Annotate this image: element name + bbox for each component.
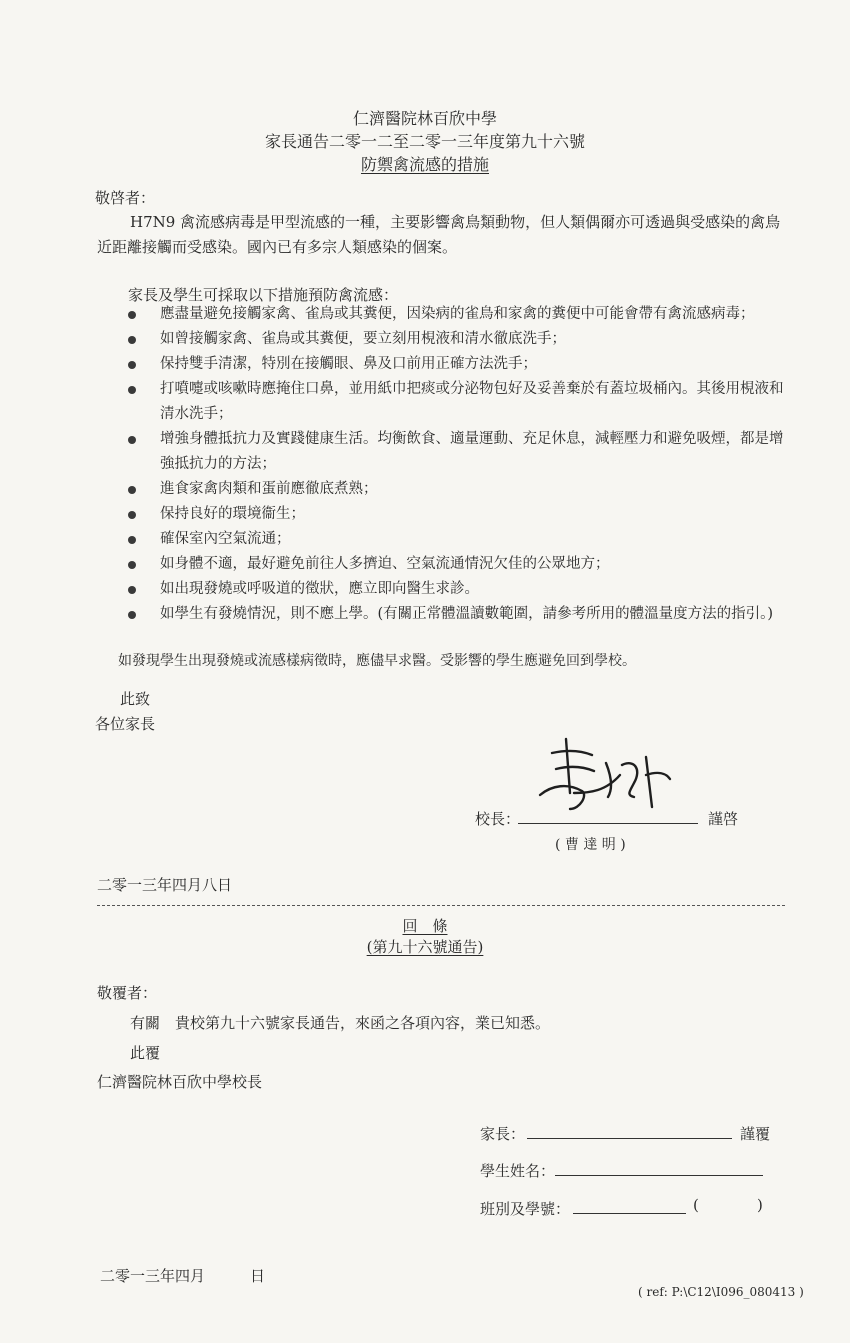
measure-item: 應盡量避免接觸家禽、雀鳥或其糞便，因染病的雀鳥和家禽的糞便中可能會帶有禽流感病毒； xyxy=(128,302,793,327)
student-name-field[interactable] xyxy=(555,1175,763,1176)
measure-item: 保持良好的環境衞生； xyxy=(128,502,793,527)
measures-intro: 家長及學生可採取以下措施預防禽流感： xyxy=(128,286,399,304)
principal-signature xyxy=(530,735,680,825)
reply-content: 有關 貴校第九十六號家長通告，來函之各項內容，業已知悉。 xyxy=(130,1014,551,1032)
reply-date: 二零一三年四月 日 xyxy=(100,1267,266,1285)
principal-name: ( 曹 達 明 ) xyxy=(555,837,626,853)
tear-off-line xyxy=(97,905,785,906)
class-number-open: ( xyxy=(693,1196,699,1214)
closing-1: 此致 xyxy=(120,690,151,708)
measures-list xyxy=(128,302,793,627)
measure-item: 如曾接觸家禽、雀鳥或其糞便，要立刻用梘液和清水徹底洗手； xyxy=(128,327,793,352)
closing-note: 如發現學生出現發燒或流感樣病徵時，應儘早求醫。受影響的學生應避免回到學校。 xyxy=(118,653,636,669)
reference-code: ( ref: P:\C12\I096_080413 ) xyxy=(638,1285,804,1299)
class-field[interactable] xyxy=(573,1213,686,1214)
closing-2: 各位家長 xyxy=(95,715,156,733)
notice-subject: 防禦禽流感的措施 xyxy=(360,155,489,174)
measure-item: 保持雙手清潔，特別在接觸眼、鼻及口前用正確方法洗手； xyxy=(128,352,793,377)
intro-line-1: H7N9 禽流感病毒是甲型流感的一種，主要影響禽鳥類動物，但人類偶爾亦可透過與受感染的禽鳥 xyxy=(130,213,781,231)
measure-item: 增強身體抵抗力及實踐健康生活。均衡飲食、適量運動、充足休息，減輕壓力和避免吸煙，都是增強抵抗力的方法； xyxy=(128,427,793,477)
principal-signature-line xyxy=(518,823,698,824)
reply-salutation: 敬覆者： xyxy=(97,984,158,1002)
reply-title: 回 條 xyxy=(402,917,448,935)
reply-addressee: 仁濟醫院林百欣中學校長 xyxy=(97,1073,263,1091)
measure-item: 如出現發燒或呼吸道的徵狀，應立即向醫生求診。 xyxy=(128,577,793,602)
class-label: 班別及學號： xyxy=(480,1200,571,1218)
class-number-close: ) xyxy=(757,1196,763,1214)
measure-item: 如學生有發燒情況，則不應上學。(有關正常體溫讀數範圍，請參考所用的體溫量度方法的指引。) xyxy=(128,602,793,627)
parent-label: 家長： xyxy=(480,1125,526,1143)
salutation: 敬啓者： xyxy=(95,189,156,207)
principal-suffix: 謹啓 xyxy=(708,810,739,828)
measure-item: 如身體不適，最好避免前往人多擠迫、空氣流通情況欠佳的公眾地方； xyxy=(128,552,793,577)
measure-item: 進食家禽肉類和蛋前應徹底煮熟； xyxy=(128,477,793,502)
notice-date: 二零一三年四月八日 xyxy=(97,876,233,894)
principal-label: 校長： xyxy=(475,810,521,828)
measure-item: 確保室內空氣流通； xyxy=(128,527,793,552)
reply-subtitle: (第九十六號通告) xyxy=(366,938,484,956)
parent-suffix: 謹覆 xyxy=(740,1125,771,1143)
notice-title: 家長通告二零一二至二零一三年度第九十六號 xyxy=(264,132,585,151)
intro-line-2: 近距離接觸而受感染。國內已有多宗人類感染的個案。 xyxy=(97,238,458,256)
school-name: 仁濟醫院林百欣中學 xyxy=(352,109,497,128)
parent-signature-field[interactable] xyxy=(527,1138,732,1139)
measure-item: 打噴嚏或咳嗽時應掩住口鼻，並用紙巾把痰或分泌物包好及妥善棄於有蓋垃圾桶內。其後用梘液和清水洗手； xyxy=(128,377,793,427)
reply-closing: 此覆 xyxy=(130,1044,161,1062)
student-name-label: 學生姓名： xyxy=(480,1162,556,1180)
